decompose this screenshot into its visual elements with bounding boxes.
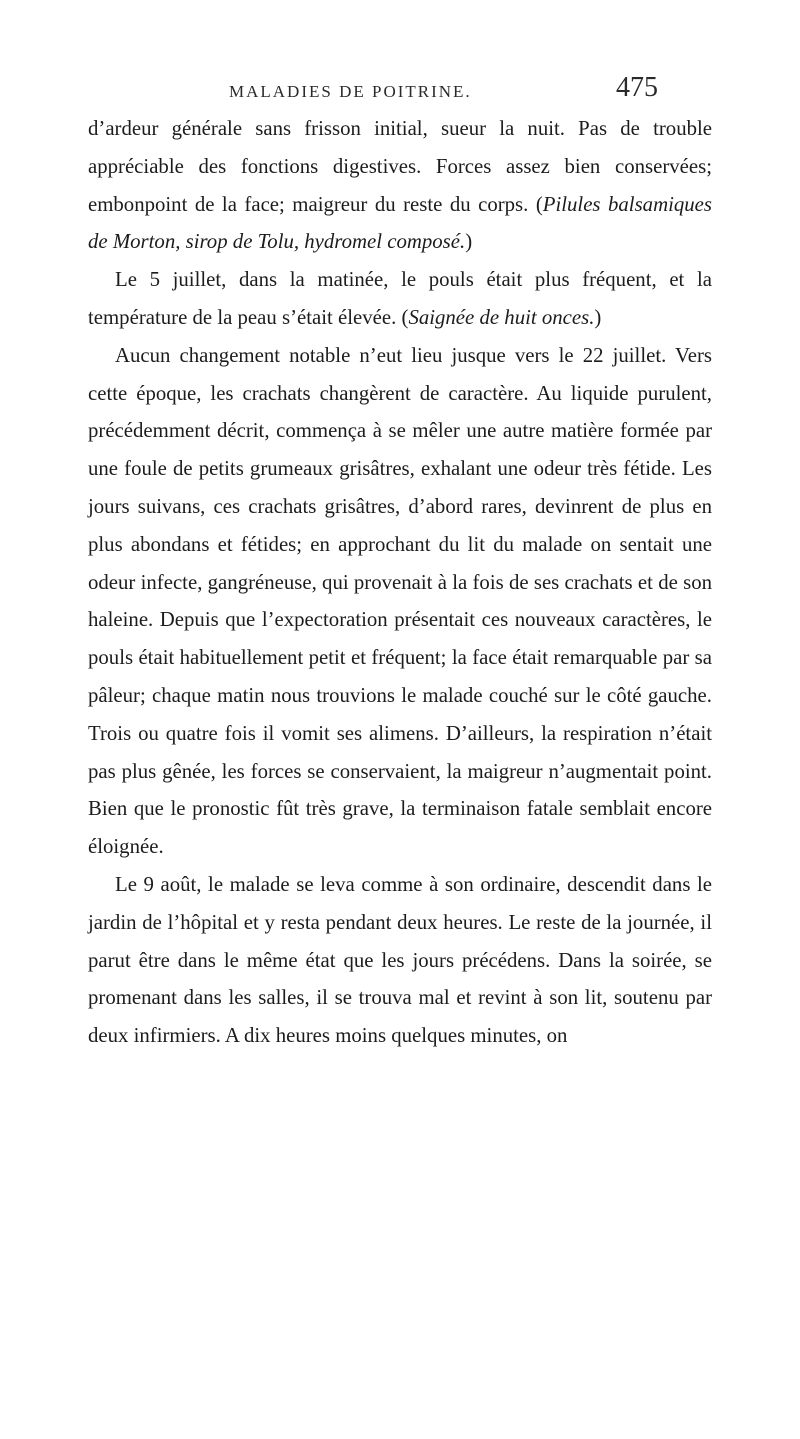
paragraph-4 bbox=[88, 866, 712, 1055]
paragraph-2 bbox=[88, 261, 712, 337]
paragraph-4-text: Le 9 août, le malade se leva comme à son ordinaire, descendit dans le jardin de l’hôpital et y resta pendant deux heures. Le reste de la journée, il parut être dans le même état que les jours précédens. Dans la soirée, se promenant dans les salles, il se trouva mal et revint à son lit, soutenu par deux infirmiers. A dix heures moins quelques minutes, on bbox=[88, 872, 712, 1048]
paragraph-3-text: Aucun changement notable n’eut lieu jusque vers le 22 juillet. Vers cette époque, les crachats changèrent de caractère. Au liquide purulent, précédemment décrit, commença à se mêler une autre matière formée par une foule de petits grumeaux grisâtres, exhalant une odeur très fétide. Les jours suivans, ces crachats grisâtres, d’abord rares, devinrent de plus en plus abondans et fétides; en approchant du lit du malade on sentait une odeur infecte, gangréneuse, qui provenait à la fois de ses crachats et de son haleine. Depuis que l’expectoration présentait ces nouveaux caractères, le pouls était habituellement petit et fréquent; la face était remarquable par sa pâleur; chaque matin nous trouvions le malade couché sur le côté gauche. Trois ou quatre fois il vomit ses alimens. D’ailleurs, la respiration n’était pas plus gênée, les forces se conservaient, la maigreur n’augmentait point. Bien que le pronostic fût très grave, la terminaison fatale semblait encore éloignée. bbox=[88, 343, 712, 859]
body-text bbox=[88, 110, 712, 1055]
prescription-2: Saignée de huit onces. bbox=[408, 305, 595, 329]
paragraph-3 bbox=[88, 337, 712, 866]
paragraph-1-close: ) bbox=[465, 230, 473, 254]
paragraph-2-text: Le 5 juillet, dans la matinée, le pouls était plus fréquent, et la température de la peau s’était élevée. ( bbox=[88, 268, 712, 329]
prescription-1: Pilules balsamiques de Morton, sirop de Tolu, hydromel composé. bbox=[88, 192, 712, 254]
paragraph-1 bbox=[88, 110, 712, 261]
running-title: MALADIES DE POITRINE. bbox=[229, 82, 472, 101]
page-number: 475 bbox=[616, 72, 658, 103]
paragraph-1-text: d’ardeur générale sans frisson initial, sueur la nuit. Pas de trouble appréciable des fonctions digestives. Forces assez bien conservées; embonpoint de la face; maigreur du reste du corps. ( bbox=[88, 117, 712, 216]
paragraph-2-close: ) bbox=[594, 305, 602, 329]
